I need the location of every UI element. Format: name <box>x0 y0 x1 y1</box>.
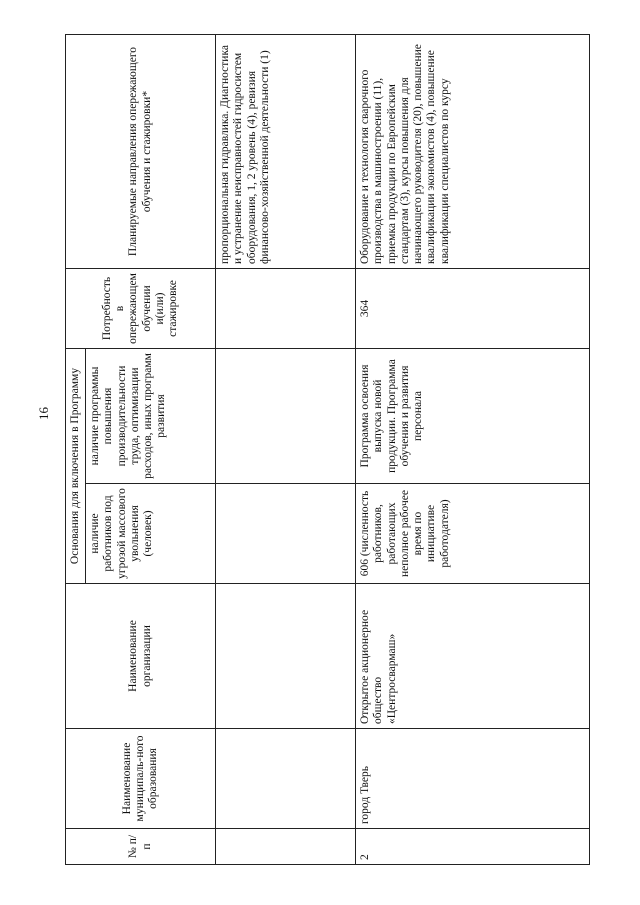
cell-organization <box>216 584 356 729</box>
cell-municipality <box>216 729 356 829</box>
cell-planned: Оборудование и технология сварочного производства в машиностроении (11), приемка продукции по Европейским стандартам (3), курсы повышения для начинающего руководителя (20), повышение квалификации экономистов (4), повышение квалификации специалистов по курсу <box>356 35 590 269</box>
header-need: Потребность в опережающем обучении и(или) стажировке <box>66 269 216 349</box>
header-organization: Наименование организации <box>66 584 216 729</box>
header-planned: Планируемые направления опережающего обучения и стажировки* <box>66 35 216 269</box>
cell-program <box>216 349 356 484</box>
cell-threat: 606 (численность работников, работающих неполное рабочее время по инициативе работодателя) <box>356 484 590 584</box>
cell-num: 2 <box>356 829 590 865</box>
cell-municipality: город Тверь <box>356 729 590 829</box>
header-num: № п/п <box>66 829 216 865</box>
cell-need <box>216 269 356 349</box>
cell-planned: пропорциональная гидравлика. Диагностика и устранение неисправностей гидросистем оборудования, 1, 2 уровень (4), ревизия финансово-хозяйственной деятельности (1) <box>216 35 356 269</box>
header-municipality: Наименование муниципаль-ного образования <box>66 729 216 829</box>
cell-organization: Открытое акционерное общество «Центросвармаш» <box>356 584 590 729</box>
cell-threat <box>216 484 356 584</box>
program-table <box>65 34 590 865</box>
table-row <box>356 35 590 865</box>
header-grounds-group: Основания для включения в Программу <box>66 349 86 584</box>
cell-num <box>216 829 356 865</box>
header-grounds-threat: наличие работников под угрозой массового увольнения (человек) <box>86 484 216 584</box>
rotated-page <box>65 35 590 865</box>
cell-program: Программа освоения выпуска новой продукции. Программа обучения и развития персонала <box>356 349 590 484</box>
page-number: 16 <box>36 407 51 420</box>
cell-need: 364 <box>356 269 590 349</box>
header-grounds-program: наличие программы повышения производительности труда, оптимизации расходов, иных программ развития <box>86 349 216 484</box>
table-row <box>216 35 356 865</box>
